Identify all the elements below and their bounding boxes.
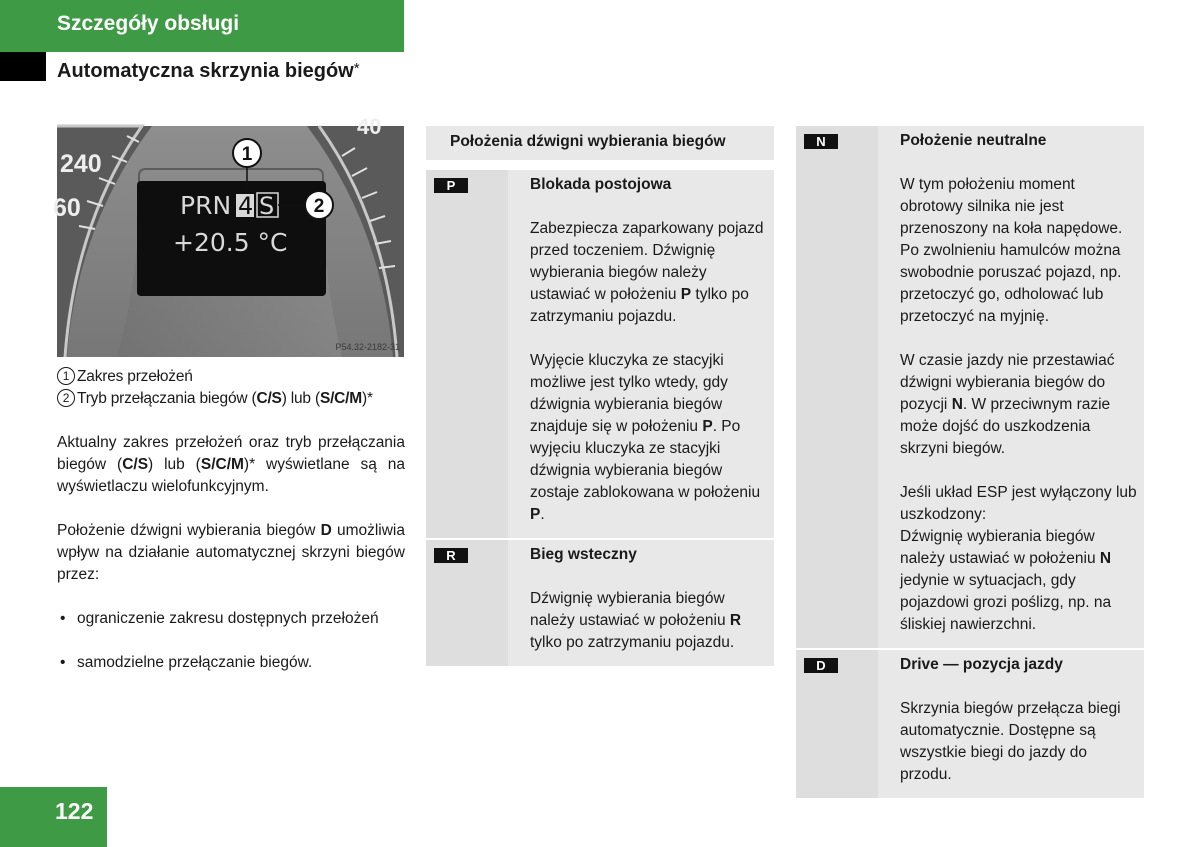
text-run: jedynie w sytuacjach, gdy pojazdowi grozi poślizg, np. na śliskiej nawierzchni. bbox=[900, 572, 1112, 633]
chapter-title: Szczegóły obsługi bbox=[57, 12, 240, 35]
text-run-bold: N bbox=[951, 396, 963, 413]
left-column bbox=[57, 366, 405, 696]
display-info-paragraph bbox=[57, 432, 405, 498]
section-title bbox=[57, 60, 360, 83]
legend-text-2c: ) lub ( bbox=[281, 390, 320, 407]
chapter-tab bbox=[0, 0, 404, 52]
text-run: . Po wyjęciu kluczyka ze stacyjki dźwignia wybierania biegów zostaje zablokowana w położeniu bbox=[530, 418, 761, 501]
gear-p-paragraph-1 bbox=[530, 218, 768, 328]
display-gear-range: PRN bbox=[180, 191, 232, 220]
drive-position-paragraph bbox=[57, 520, 405, 586]
gear-title: Drive — pozycja jazdy bbox=[900, 656, 1063, 673]
gear-description bbox=[508, 170, 774, 538]
para1-d: )* wyświetlane są na wyświetlaczu wielofunkcyjnym. bbox=[57, 456, 405, 495]
text-run-bold: P bbox=[530, 506, 541, 523]
gear-table-column-1 bbox=[426, 126, 774, 666]
gear-title: Blokada postojowa bbox=[530, 176, 672, 193]
gear-r-paragraph-1 bbox=[530, 588, 768, 654]
para2-c: umożliwia wpływ na działanie automatycznej skrzyni biegów przez: bbox=[57, 522, 405, 583]
gear-p-paragraph-2 bbox=[530, 350, 768, 526]
gear-table-header: Położenia dźwigni wybierania biegów bbox=[426, 126, 774, 160]
para1-a: Aktualny zakres przełożeń oraz tryb przełączania biegów ( bbox=[57, 434, 405, 473]
display-mode: S bbox=[259, 192, 275, 220]
gear-row-d bbox=[796, 648, 1144, 798]
page-number-tab bbox=[0, 787, 107, 847]
legend-number-2: 2 bbox=[57, 389, 75, 407]
text-run: Jeśli układ ESP jest wyłączony lub uszkodzony: bbox=[900, 484, 1137, 523]
tacho-40-label: 40 bbox=[357, 114, 382, 139]
section-title-asterisk: * bbox=[353, 60, 360, 77]
gear-row-n bbox=[796, 126, 1144, 648]
gear-n-paragraph-3 bbox=[900, 482, 1138, 636]
gear-table-column-2 bbox=[796, 126, 1144, 798]
text-run: tylko po zatrzymaniu pojazdu. bbox=[530, 634, 735, 651]
gear-badge-r: R bbox=[434, 548, 468, 563]
text-run-bold: P bbox=[680, 286, 692, 303]
section-title-text: Automatyczna skrzynia biegów bbox=[57, 60, 354, 82]
legend-number-1: 1 bbox=[57, 367, 75, 385]
gear-key-cell bbox=[796, 650, 878, 798]
legend-text-2a: Tryb przełączania biegów ( bbox=[77, 390, 257, 407]
para2-b: D bbox=[320, 522, 332, 539]
figure-code: P54.32-2182-31 bbox=[335, 342, 400, 352]
text-run: W czasie jazdy nie przestawiać dźwigni wybierania biegów do pozycji bbox=[900, 352, 1115, 413]
gear-n-paragraph-2 bbox=[900, 350, 1138, 460]
gear-row-r bbox=[426, 538, 774, 666]
gear-key-cell bbox=[426, 170, 508, 538]
legend-text-2b: C/S bbox=[256, 390, 282, 407]
header-marker bbox=[0, 52, 46, 81]
gear-description bbox=[508, 540, 774, 666]
para1-b2: S/C/M bbox=[200, 456, 244, 473]
para1-c: ) lub ( bbox=[148, 456, 201, 473]
text-run: Dźwignię wybierania biegów należy ustawiać w położeniu bbox=[530, 590, 730, 629]
text-run-bold: R bbox=[729, 612, 742, 629]
gear-badge-n: N bbox=[804, 134, 838, 149]
display-selected-gear: 4 bbox=[238, 192, 254, 220]
gear-badge-p: P bbox=[434, 178, 468, 193]
gear-description bbox=[878, 650, 1144, 798]
gear-badge-d: D bbox=[804, 658, 838, 673]
text-run-bold: N bbox=[1099, 550, 1112, 567]
text-run: tylko po zatrzymaniu pojazdu. bbox=[530, 286, 749, 325]
display-temperature: +20.5 °C bbox=[173, 228, 288, 257]
para2-a: Położenie dźwigni wybierania biegów bbox=[57, 522, 321, 539]
gear-description bbox=[878, 126, 1144, 648]
influence-bullet-list bbox=[57, 608, 405, 674]
legend-item-2 bbox=[57, 388, 405, 410]
legend-text-2e: )* bbox=[362, 390, 373, 407]
page-number: 122 bbox=[55, 798, 94, 824]
text-run: Zabezpiecza zaparkowany pojazd przed toczeniem. Dźwignię wybierania biegów należy ustawiać w położeniu bbox=[530, 220, 764, 303]
text-run: . bbox=[540, 506, 545, 523]
legend-text-1: Zakres przełożeń bbox=[77, 368, 193, 385]
speedo-60-label: 60 bbox=[53, 194, 81, 222]
callout-1-number: 1 bbox=[241, 144, 253, 165]
bullet-item: • samodzielne przełączanie biegów. bbox=[57, 652, 405, 674]
legend-text-2d: S/C/M bbox=[319, 390, 362, 407]
gear-title: Bieg wsteczny bbox=[530, 546, 637, 563]
bullet-item: • ograniczenie zakresu dostępnych przełożeń bbox=[57, 608, 405, 630]
text-run: . W przeciwnym razie może dojść do uszkodzenia skrzyni biegów. bbox=[900, 396, 1111, 457]
speedo-240-label: 240 bbox=[60, 150, 102, 178]
instrument-cluster-photo bbox=[53, 114, 404, 357]
gear-title: Położenie neutralne bbox=[900, 132, 1047, 149]
callout-2-number: 2 bbox=[313, 196, 325, 217]
gear-row-p bbox=[426, 170, 774, 538]
text-run-bold: P bbox=[702, 418, 713, 435]
text-run: Wyjęcie kluczyka ze stacyjki możliwe jest tylko wtedy, gdy dźwignia wybierania biegów znajduje się w położeniu bbox=[530, 352, 728, 435]
text-run: Dźwignię wybierania biegów należy ustawiać w położeniu bbox=[900, 528, 1100, 567]
legend-item-1 bbox=[57, 366, 405, 388]
para1-b1: C/S bbox=[122, 456, 149, 473]
gear-key-cell bbox=[426, 540, 508, 666]
gear-key-cell bbox=[796, 126, 878, 648]
gear-n-paragraph-1: W tym położeniu moment obrotowy silnika nie jest przenoszony na koła napędowe. Po zwolnieniu hamulców można swobodnie poruszać pojazd, np. przetoczyć go, odholować lub przetoczyć na myjnię. bbox=[900, 176, 1123, 325]
gear-d-paragraph-1: Skrzynia biegów przełącza biegi automatycznie. Dostępne są wszystkie biegi do jazdy do przodu. bbox=[900, 700, 1121, 783]
